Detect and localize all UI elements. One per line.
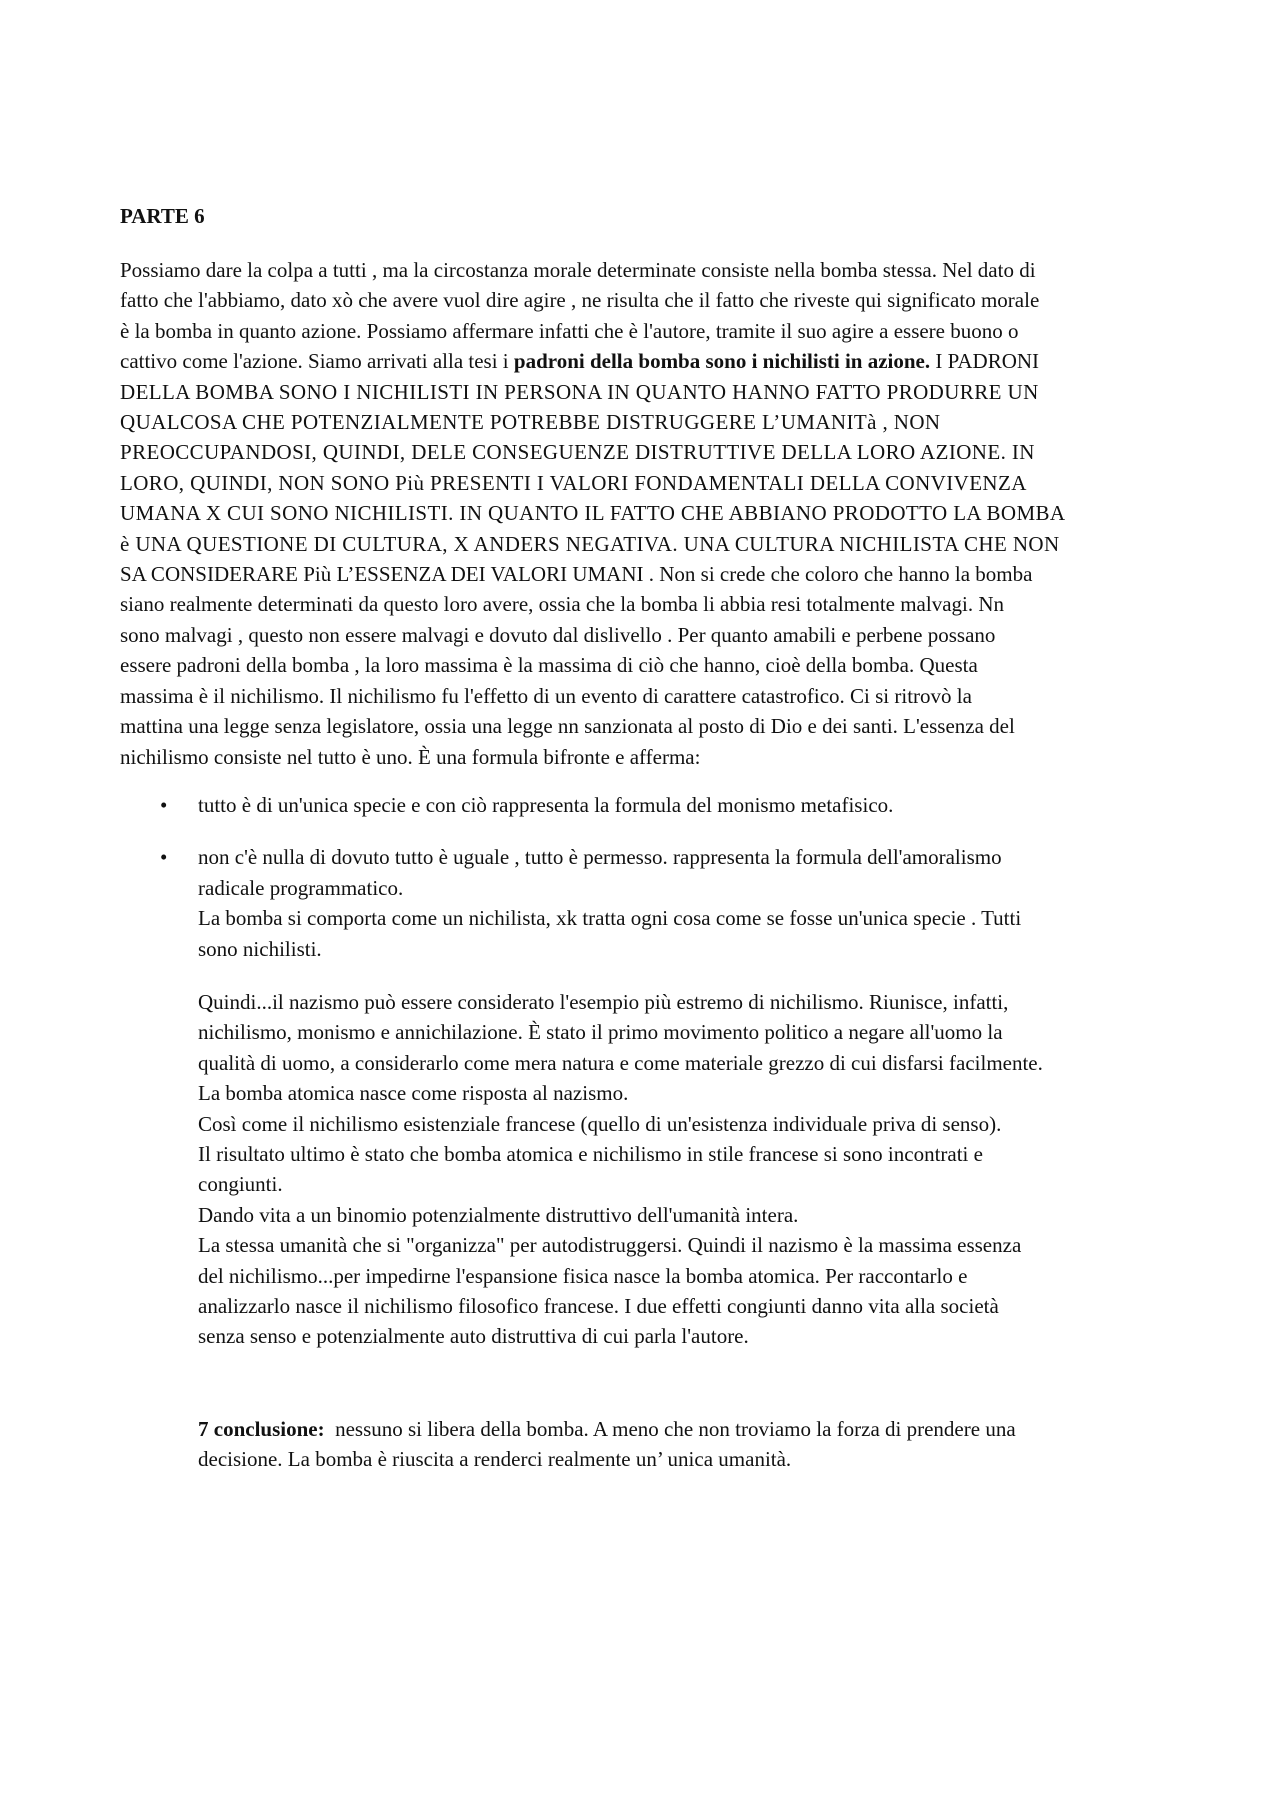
text-line: nichilismo, monismo e annichilazione. È stato il primo movimento politico a negare all'uomo la <box>198 1020 1003 1045</box>
section-heading: PARTE 6 <box>120 204 205 228</box>
text-line: Possiamo dare la colpa a tutti , ma la circostanza morale determinate consiste nella bomba stessa. Nel dato di <box>120 258 1036 282</box>
bullet-marker-icon: • <box>160 845 168 870</box>
text-line: SA CONSIDERARE Più L’ESSENZA DEI VALORI UMANI . Non si crede che coloro che hanno la bomba <box>120 562 1033 587</box>
text-line: senza senso e potenzialmente auto distruttiva di cui parla l'autore. <box>198 1324 749 1349</box>
list-item-text: La bomba si comporta come un nichilista, xk tratta ogni cosa come se fosse un'unica specie . Tutti <box>198 906 1022 931</box>
text-line: congiunti. <box>198 1172 283 1197</box>
text-line: analizzarlo nasce il nichilismo filosofico francese. I due effetti congiunti danno vita alla società <box>198 1294 999 1319</box>
conclusion-paragraph <box>198 1414 1178 1475</box>
text-line: PREOCCUPANDOSI, QUINDI, DELE CONSEGUENZE DISTRUTTIVE DELLA LORO AZIONE. IN <box>120 440 1035 465</box>
bullet-marker-icon: • <box>160 793 168 817</box>
bullet-list <box>120 790 1170 964</box>
thesis-lead-text: cattivo come l'azione. Siamo arrivati alla tesi i <box>120 349 514 374</box>
list-item <box>120 790 1170 820</box>
thesis-trailing-text: I PADRONI <box>930 349 1040 374</box>
text-line: sono malvagi , questo non essere malvagi e dovuto dal dislivello . Per quanto amabili e perbene possano <box>120 622 996 647</box>
text-line: UMANA X CUI SONO NICHILISTI. IN QUANTO IL FATTO CHE ABBIANO PRODOTTO LA BOMBA <box>120 501 1066 526</box>
text-line: Quindi...il nazismo può essere considerato l'esempio più estremo di nichilismo. Riunisce, infatti, <box>198 990 1009 1014</box>
text-line: nichilismo consiste nel tutto è uno. È una formula bifronte e afferma: <box>120 744 701 769</box>
text-line: qualità di uomo, a considerarlo come mera natura e come materiale grezzo di cui disfarsi facilmente. <box>198 1050 1043 1075</box>
text-line: essere padroni della bomba , la loro massima è la massima di ciò che hanno, cioè della bomba. Questa <box>120 653 978 678</box>
text-line: massima è il nichilismo. Il nichilismo fu l'effetto di un evento di carattere catastrofico. Ci si ritrovò la <box>120 683 972 708</box>
text-line: fatto che l'abbiamo, dato xò che avere vuol dire agire , ne risulta che il fatto che riveste qui significato morale <box>120 288 1040 313</box>
list-item-text: radicale programmatico. <box>198 875 404 900</box>
text-line: mattina una legge senza legislatore, ossia una legge nn sanzionata al posto di Dio e dei santi. L'essenza del <box>120 714 1015 739</box>
text-line: La stessa umanità che si "organizza" per autodistruggersi. Quindi il nazismo è la massima essenza <box>198 1233 1022 1258</box>
text-line: siano realmente determinati da questo loro avere, ossia che la bomba li abbia resi totalmente malvagi. Nn <box>120 592 1005 617</box>
text-line: DELLA BOMBA SONO I NICHILISTI IN PERSONA IN QUANTO HANNO FATTO PRODURRE UN <box>120 379 1039 404</box>
text-line: QUALCOSA CHE POTENZIALMENTE POTREBBE DISTRUGGERE L’UMANITà , NON <box>120 410 941 435</box>
conclusion-label: 7 conclusione: <box>198 1417 325 1441</box>
nazismo-paragraph <box>198 987 1178 1352</box>
text-line: del nichilismo...per impedirne l'espansione fisica nasce la bomba atomica. Per raccontarlo e <box>198 1263 968 1288</box>
text-line: La bomba atomica nasce come risposta al nazismo. <box>198 1081 629 1106</box>
list-item-text: tutto è di un'unica specie e con ciò rappresenta la formula del monismo metafisico. <box>198 793 894 817</box>
text-line: Dando vita a un binomio potenzialmente distruttivo dell'umanità intera. <box>198 1202 799 1227</box>
list-item-text: non c'è nulla di dovuto tutto è uguale , tutto è permesso. rappresenta la formula dell'amoralismo <box>198 845 1002 870</box>
list-item-text: sono nichilisti. <box>198 936 322 961</box>
conclusion-text: nessuno si libera della bomba. A meno che non troviamo la forza di prendere una <box>324 1417 1016 1441</box>
text-line: Il risultato ultimo è stato che bomba atomica e nichilismo in stile francese si sono incontrati e <box>198 1142 983 1167</box>
thesis-bold-text: padroni della bomba sono i nichilisti in azione. <box>513 349 931 374</box>
text-line-thesis <box>120 346 1170 376</box>
text-line: decisione. La bomba è riuscita a renderci realmente un’ unica umanità. <box>198 1447 792 1472</box>
text-line: è UNA QUESTIONE DI CULTURA, X ANDERS NEGATIVA. UNA CULTURA NICHILISTA CHE NON <box>120 531 1060 556</box>
list-item <box>120 842 1170 964</box>
text-line: Così come il nichilismo esistenziale francese (quello di un'esistenza individuale priva di senso). <box>198 1111 1002 1136</box>
conclusion-line <box>198 1414 1178 1444</box>
main-paragraph <box>120 255 1170 772</box>
text-line: è la bomba in quanto azione. Possiamo affermare infatti che è l'autore, tramite il suo agire a essere buono o <box>120 318 1019 343</box>
text-line: LORO, QUINDI, NON SONO Più PRESENTI I VALORI FONDAMENTALI DELLA CONVIVENZA <box>120 470 1027 495</box>
